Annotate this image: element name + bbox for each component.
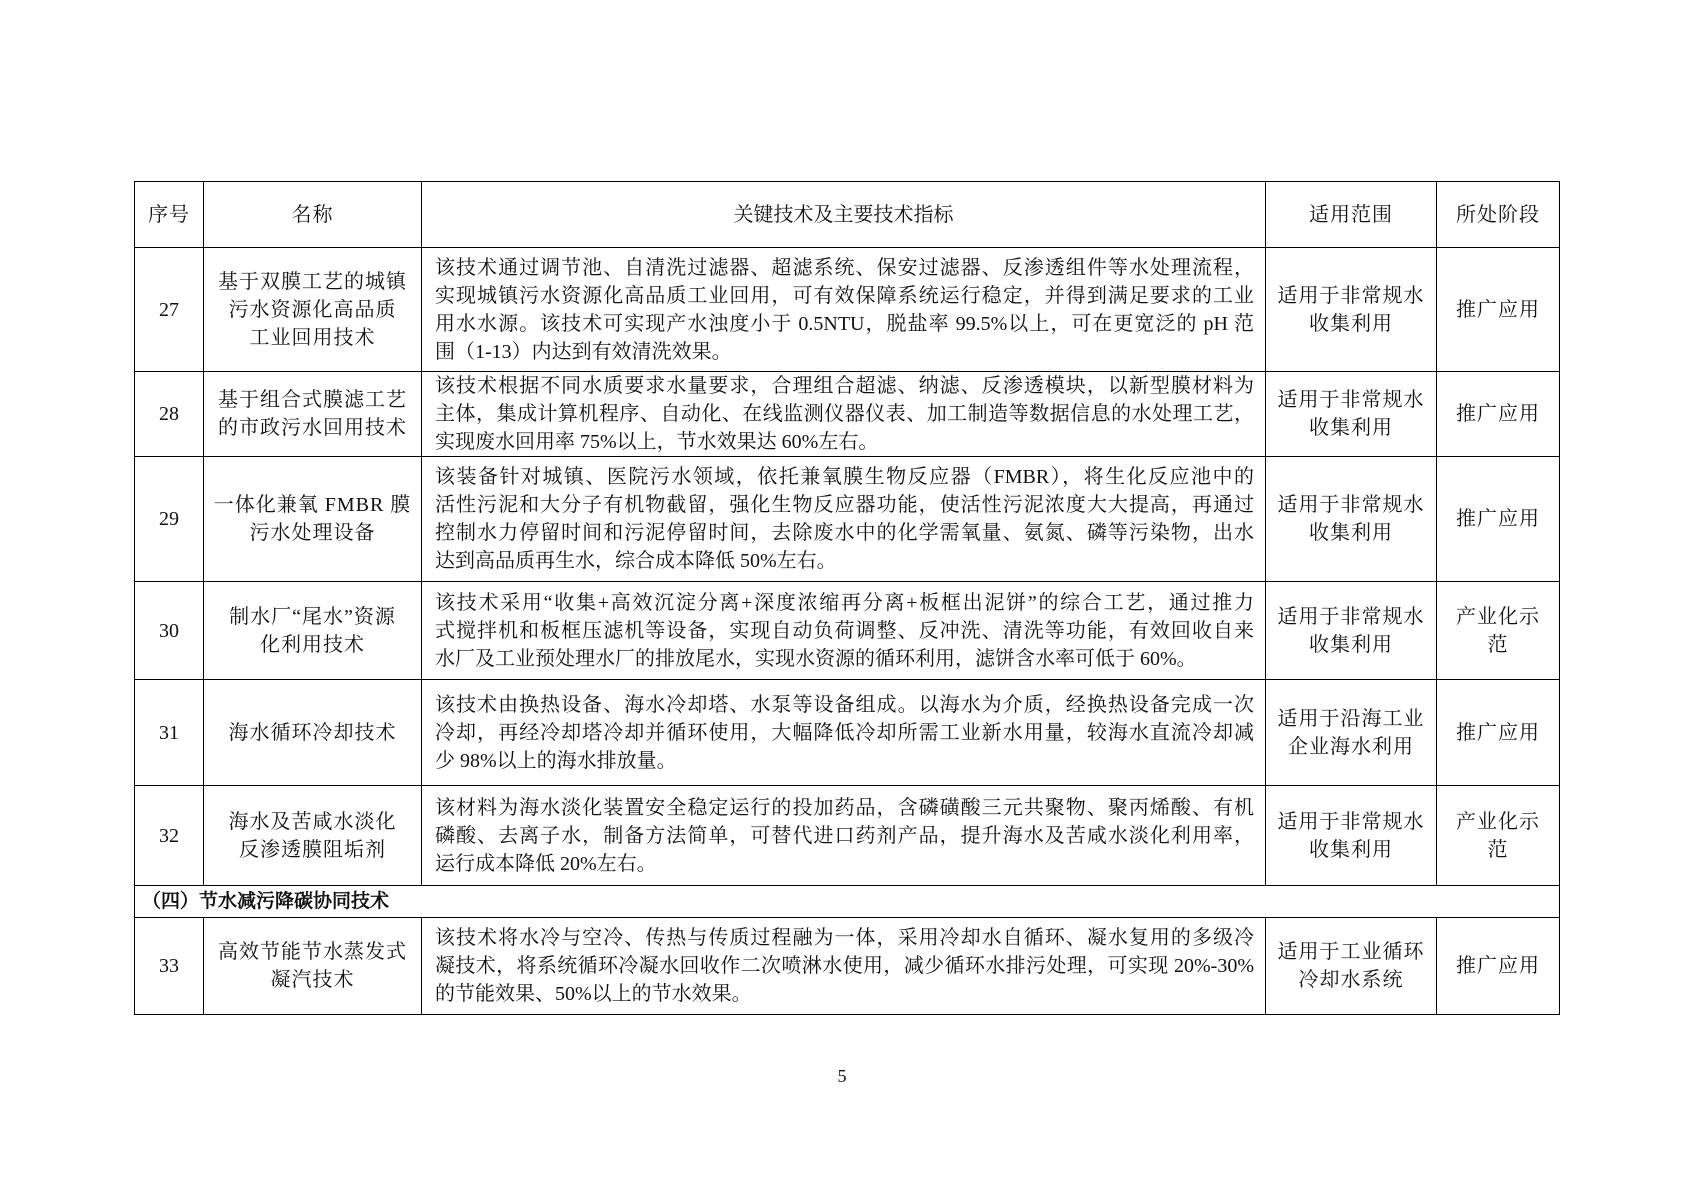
row-number: 27	[135, 248, 204, 372]
description-cell	[422, 457, 1266, 582]
description-cell	[422, 786, 1266, 886]
description-cell	[422, 680, 1266, 786]
name-line: 制水厂“尾水”资源	[229, 605, 396, 628]
header-key-tech-label: 关键技术及主要技术指标	[733, 203, 954, 226]
section-title: （四）节水减污降碳协同技术	[135, 886, 1560, 918]
description-line: 水厂及工业预处理水厂的排放尾水，实现水资源的循环利用，滤饼含水率可低于 60%。	[435, 647, 1197, 670]
scope-line: 适用于非常规水	[1277, 605, 1425, 628]
stage-cell	[1437, 372, 1560, 457]
description-line: 实现城镇污水资源化高品质工业回用，可有效保障系统运行稳定，并得到满足要求的工业	[435, 284, 1254, 307]
name-line: 海水及苦咸水淡化	[228, 810, 397, 833]
description-line: 活性污泥和大分子有机物截留，强化生物反应器功能，使活性污泥浓度大大提高，再通过	[435, 494, 1254, 516]
header-scope-label: 适用范围	[1309, 203, 1393, 226]
description-line: 式搅拌机和板框压滤机等设备，实现自动负荷调整、反冲洗、清洗等功能，有效回收自来	[435, 619, 1254, 642]
description-line: 磷酸、去离子水，制备方法简单，可替代进口药剂产品，提升海水及苦咸水淡化利用率，	[435, 824, 1254, 847]
description-line: 少 98%以上的海水排放量。	[435, 749, 677, 772]
table-row	[135, 457, 1560, 582]
table-row	[135, 918, 1560, 1015]
name-cell	[204, 457, 422, 582]
name-cell	[204, 248, 422, 372]
name-cell	[204, 786, 422, 886]
description-cell	[422, 248, 1266, 372]
scope-line: 收集利用	[1309, 522, 1393, 544]
name-line: 工业回用技术	[249, 326, 376, 349]
row-number: 32	[135, 786, 204, 886]
stage-line: 范	[1487, 633, 1509, 656]
header-name	[204, 182, 422, 248]
description-line: 该材料为海水淡化装置安全稳定运行的投加药品，含磷磺酸三元共聚物、聚丙烯酸、有机	[435, 796, 1254, 819]
table-header	[135, 182, 1560, 248]
scope-line: 收集利用	[1309, 417, 1393, 439]
name-line: 高效节能节水蒸发式	[218, 941, 407, 963]
scope-cell	[1266, 372, 1437, 457]
stage-line: 产业化示	[1456, 810, 1540, 833]
table-row	[135, 786, 1560, 886]
table-row	[135, 372, 1560, 457]
name-line: 海水循环冷却技术	[228, 721, 397, 744]
description-line: 该技术由换热设备、海水冷却塔、水泵等设备组成。以海水为介质，经换热设备完成一次	[435, 693, 1254, 716]
description-cell	[422, 582, 1266, 680]
scope-cell	[1266, 918, 1437, 1015]
stage-line: 推广应用	[1456, 403, 1540, 425]
stage-line: 推广应用	[1456, 721, 1540, 744]
description-line: 的节能效果、50%以上的节水效果。	[435, 983, 752, 1005]
description-line: 凝技术，将系统循环冷凝水回收作二次喷淋水使用，减少循环水排污处理，可实现 20%-30%	[435, 955, 1254, 977]
scope-cell	[1266, 582, 1437, 680]
name-line: 的市政污水回用技术	[218, 417, 407, 439]
description-line: 主体，集成计算机程序、自动化、在线监测仪器仪表、加工制造等数据信息的水处理工艺，	[435, 403, 1254, 425]
stage-cell	[1437, 248, 1560, 372]
scope-line: 适用于非常规水	[1277, 494, 1425, 516]
scope-line: 适用于非常规水	[1277, 389, 1425, 411]
name-line: 反渗透膜阻垢剂	[239, 838, 386, 861]
scope-line: 适用于非常规水	[1277, 810, 1425, 833]
row-number: 33	[135, 918, 204, 1015]
scope-cell	[1266, 248, 1437, 372]
scope-line: 适用于工业循环	[1277, 941, 1425, 963]
row-number: 29	[135, 457, 204, 582]
name-line: 污水处理设备	[249, 522, 376, 544]
scope-line: 适用于沿海工业	[1277, 707, 1425, 730]
description-line: 冷却，再经冷却塔冷却并循环使用，大幅降低冷却所需工业新水用量，较海水直流冷却减	[435, 721, 1254, 744]
scope-line: 收集利用	[1309, 312, 1393, 335]
scope-cell	[1266, 786, 1437, 886]
scope-line: 冷却水系统	[1298, 969, 1404, 991]
page-number: 5	[837, 1066, 847, 1086]
stage-cell	[1437, 582, 1560, 680]
stage-cell	[1437, 680, 1560, 786]
name-cell	[204, 680, 422, 786]
scope-line: 收集利用	[1309, 633, 1393, 656]
description-line: 实现废水回用率 75%以上，节水效果达 60%左右。	[435, 431, 879, 453]
table-row	[135, 680, 1560, 786]
name-line: 一体化兼氧 FMBR 膜	[213, 494, 412, 516]
header-no-label: 序号	[148, 203, 190, 226]
description-line: 围（1-13）内达到有效清洗效果。	[435, 340, 732, 363]
row-number: 30	[135, 582, 204, 680]
header-key-tech	[422, 182, 1266, 248]
table-body-before-section	[135, 248, 1560, 886]
name-line: 基于组合式膜滤工艺	[218, 389, 407, 411]
description-line: 控制水力停留时间和污泥停留时间，去除废水中的化学需氧量、氨氮、磷等污染物，出水	[435, 522, 1254, 544]
description-cell	[422, 372, 1266, 457]
description-line: 该技术采用“收集+高效沉淀分离+深度浓缩再分离+板框出泥饼”的综合工艺，通过推力	[435, 591, 1254, 614]
name-line: 凝汽技术	[270, 969, 355, 991]
table-row	[135, 582, 1560, 680]
scope-line: 收集利用	[1309, 838, 1393, 861]
stage-cell	[1437, 918, 1560, 1015]
section-body	[135, 886, 1560, 918]
description-line: 该技术通过调节池、自清洗过滤器、超滤系统、保安过滤器、反渗透组件等水处理流程，	[435, 256, 1254, 279]
section-row	[135, 886, 1560, 918]
name-line: 污水资源化高品质	[228, 298, 397, 321]
description-line: 该装备针对城镇、医院污水领域，依托兼氧膜生物反应器（FMBR），将生化反应池中的	[435, 466, 1254, 488]
name-line: 化利用技术	[260, 633, 365, 656]
header-row	[135, 182, 1560, 248]
description-cell	[422, 918, 1266, 1015]
table-body-after-section	[135, 918, 1560, 1015]
header-name-label: 名称	[291, 203, 334, 226]
scope-line: 适用于非常规水	[1277, 284, 1425, 307]
technology-table	[134, 181, 1560, 1015]
header-no	[135, 182, 204, 248]
description-line: 达到高品质再生水，综合成本降低 50%左右。	[435, 550, 837, 572]
stage-line: 范	[1487, 838, 1509, 861]
stage-cell	[1437, 786, 1560, 886]
stage-line: 推广应用	[1456, 298, 1540, 321]
name-line: 基于双膜工艺的城镇	[218, 270, 407, 293]
header-scope	[1266, 182, 1437, 248]
header-stage-label: 所处阶段	[1456, 203, 1540, 226]
description-line: 该技术根据不同水质要求水量要求，合理组合超滤、纳滤、反渗透模块，以新型膜材料为	[435, 375, 1254, 397]
stage-line: 推广应用	[1456, 955, 1540, 977]
header-stage	[1437, 182, 1560, 248]
row-number: 28	[135, 372, 204, 457]
description-line: 该技术将水冷与空冷、传热与传质过程融为一体，采用冷却水自循环、凝水复用的多级冷	[435, 927, 1254, 949]
name-cell	[204, 918, 422, 1015]
description-line: 运行成本降低 20%左右。	[435, 852, 657, 875]
table-row	[135, 248, 1560, 372]
description-line: 用水水源。该技术可实现产水浊度小于 0.5NTU，脱盐率 99.5%以上，可在更宽泛的 pH 范	[435, 312, 1254, 335]
name-cell	[204, 372, 422, 457]
stage-line: 推广应用	[1456, 508, 1540, 530]
scope-cell	[1266, 457, 1437, 582]
scope-line: 企业海水利用	[1288, 735, 1414, 758]
stage-line: 产业化示	[1456, 605, 1540, 628]
stage-cell	[1437, 457, 1560, 582]
scope-cell	[1266, 680, 1437, 786]
name-cell	[204, 582, 422, 680]
row-number: 31	[135, 680, 204, 786]
